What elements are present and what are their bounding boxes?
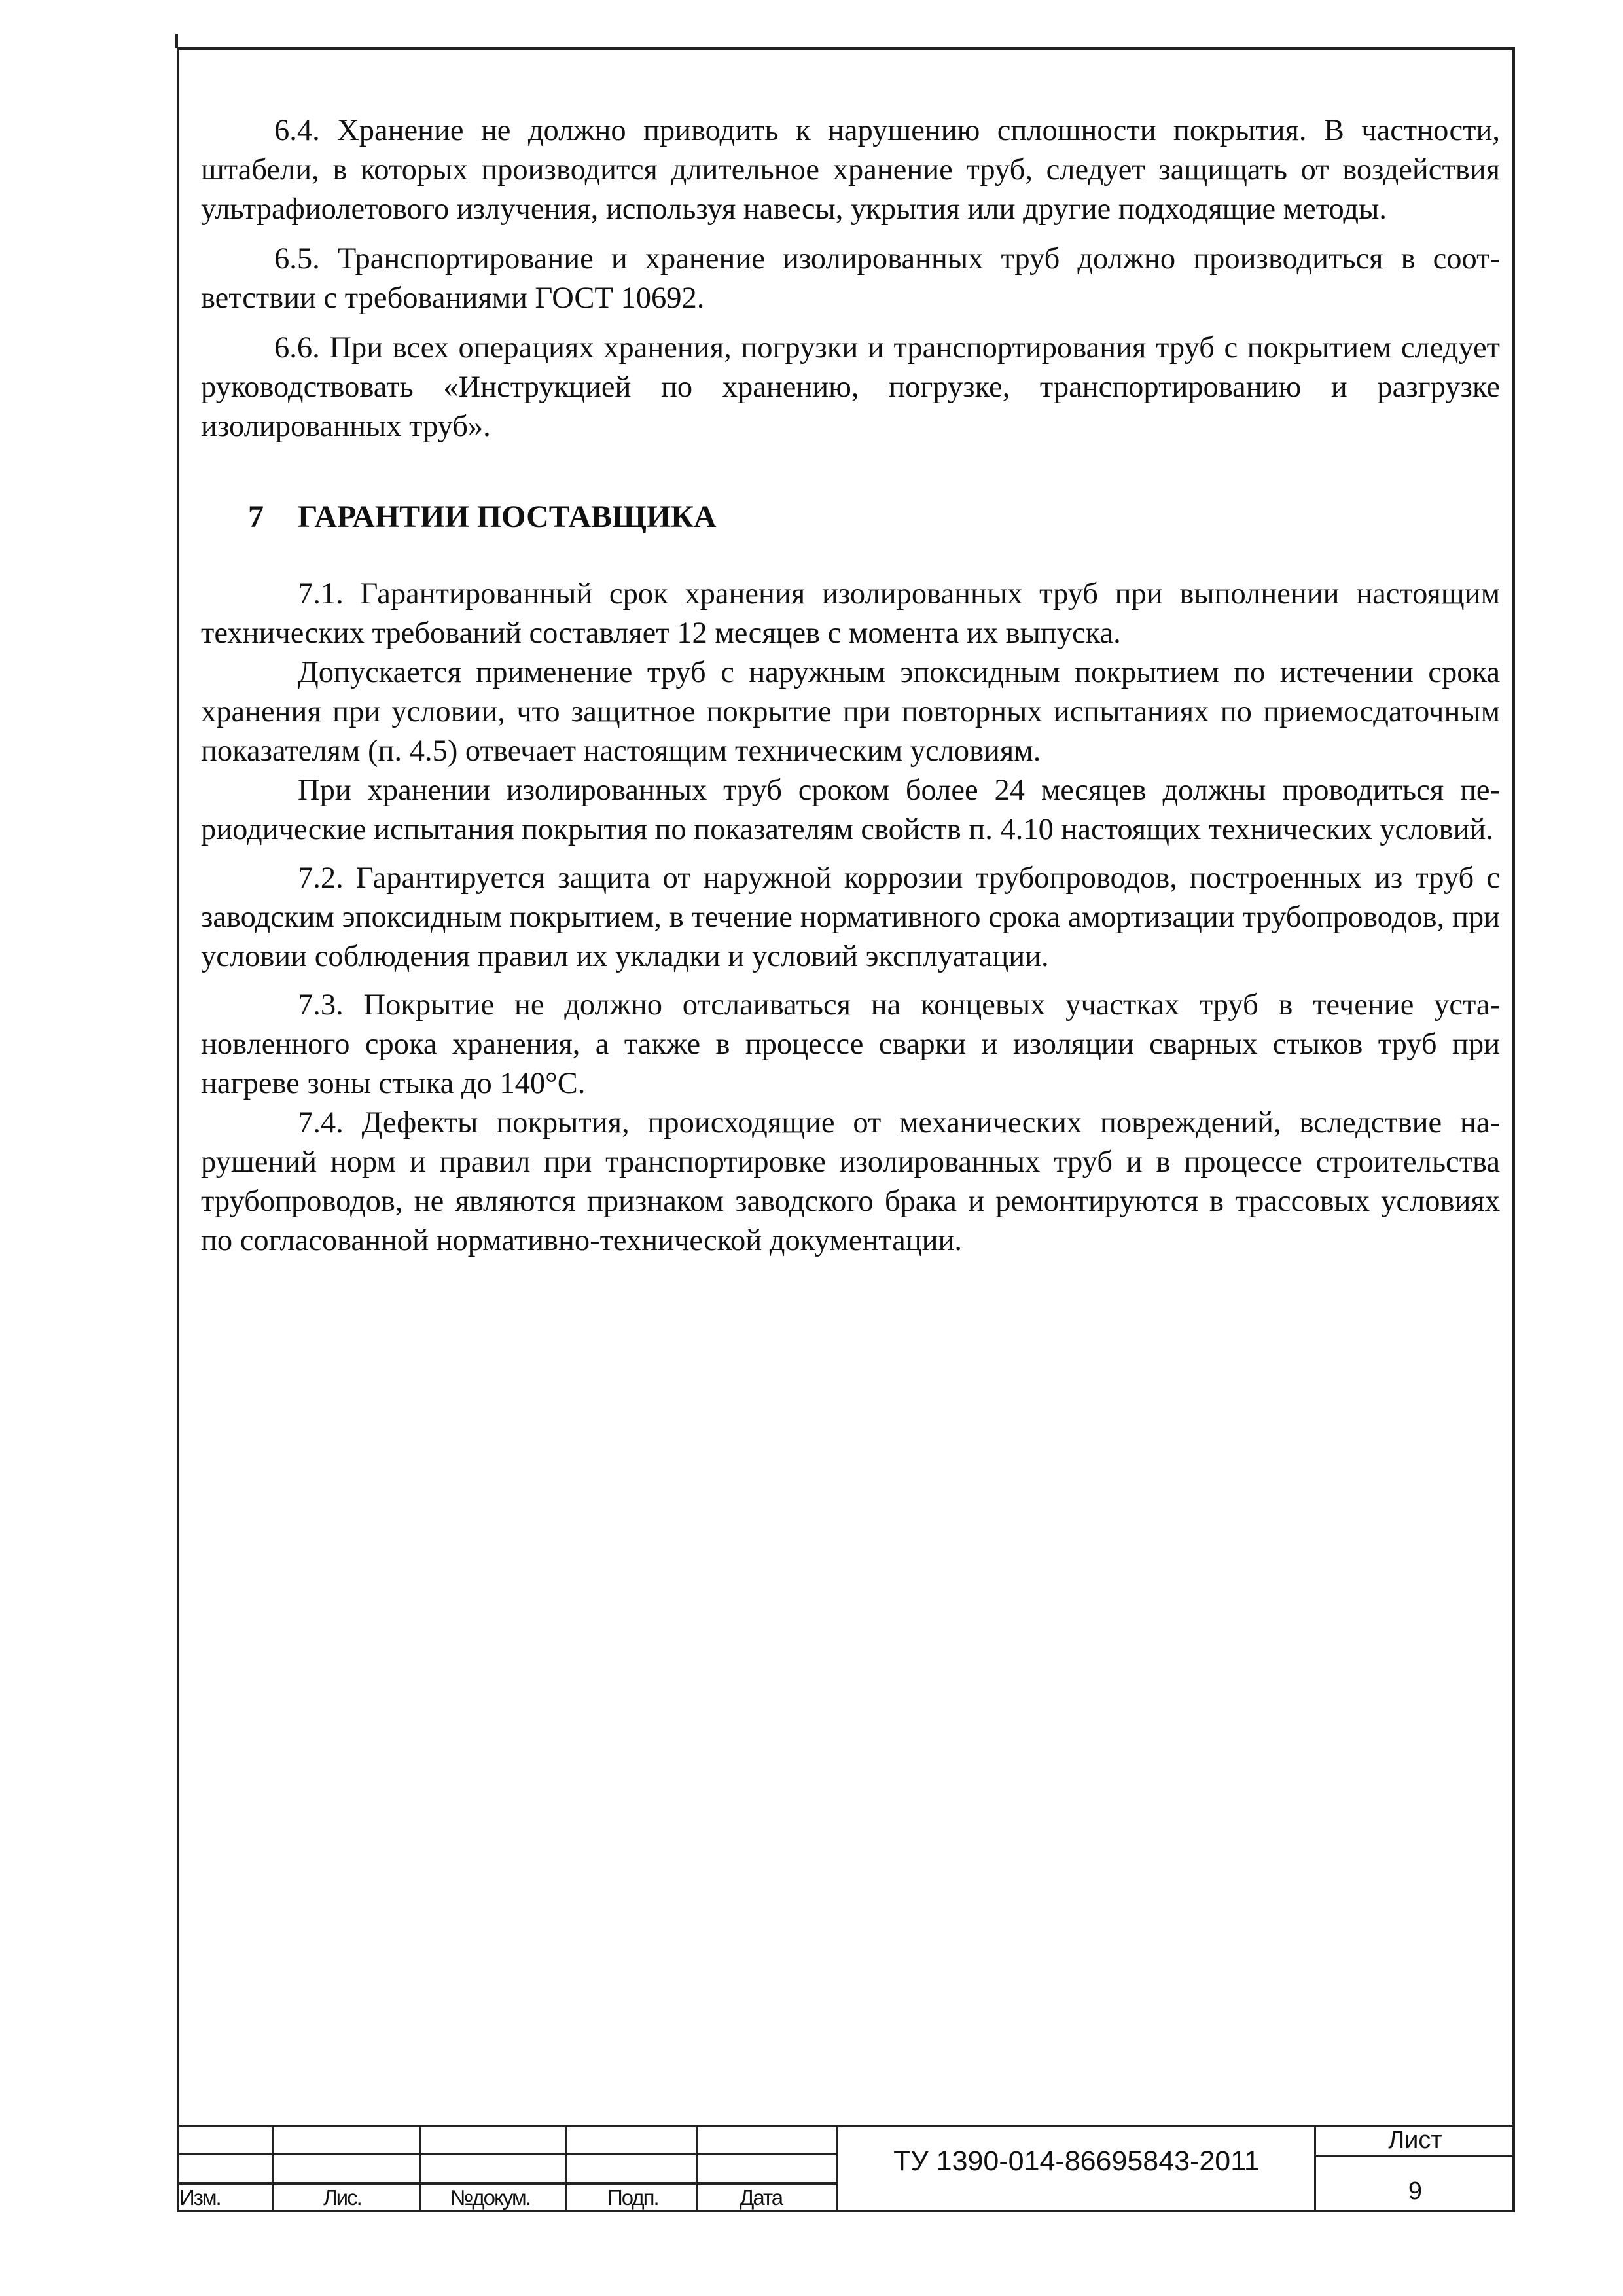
paragraph-7-1: 7.1. Гарантированный срок хранения изолированных труб при выполнении настоящим технических требований составляет 12 месяцев с момента их выпуска. bbox=[201, 577, 1500, 650]
sheet-number: 9 bbox=[1408, 2178, 1423, 2205]
paragraph-7-4: 7.4. Дефекты покрытия, происходящие от механических повреждений, вследствие нарушений норм и правил при транспортировке изолированных труб и в процессе строительства трубопроводов, не являются признаком заводского брака и ремонтируются в трассовых условиях по согласованной нормативно-технической документации. bbox=[201, 1106, 1500, 1257]
paragraph-7-2: 7.2. Гарантируется защита от наружной коррозии трубопроводов, построенных из труб с заводским эпоксидным покрытием, в течение нормативного срока амортизации трубопроводов, при условии соблюдения правил их укладки и условий эксплуатации. bbox=[201, 861, 1500, 973]
document-body bbox=[201, 111, 1500, 1261]
title-block-col-line bbox=[696, 2125, 698, 2212]
col-doc-label: №докум. bbox=[450, 2185, 530, 2210]
title-block-col-line bbox=[272, 2125, 274, 2212]
col-date-label: Дата bbox=[740, 2185, 783, 2210]
paragraph-7-1-cont-1: Допускается применение труб с наружным эпоксидным покрытием по истечении срока хранения при условии, что защитное покрытие при повторных испытаниях по приемосдаточным показателям (п. 4.5) отвечает настоящим техническим условиям. bbox=[201, 656, 1500, 768]
paragraph-7-1-cont-2: При хранении изолированных труб сроком более 24 месяцев должны проводиться периодические испытания покрытия по показателям свойств п. 4.10 настоящих технических условий. bbox=[201, 774, 1500, 846]
col-izm-label: Изм. bbox=[179, 2185, 221, 2210]
title-block-col-line bbox=[565, 2125, 567, 2212]
title-block-col-line bbox=[419, 2125, 421, 2212]
paragraph-6-4: 6.4. Хранение не должно приводить к нарушению сплошности покрытия. В частности, штабели, в которых производится длительное хранение труб, следует защищать от воздействия ультрафиолетового излучения, используя навесы, укрытия или другие подходящие методы. bbox=[201, 114, 1500, 226]
paragraph-6-5: 6.5. Транспортирование и хранение изолированных труб должно производиться в соответствии с требованиями ГОСТ 10692. bbox=[201, 242, 1500, 315]
frame-corner-tick bbox=[175, 34, 178, 48]
document-code: ТУ 1390-014-86695843-2011 bbox=[893, 2145, 1260, 2177]
paragraph-7-3: 7.3. Покрытие не должно отслаиваться на концевых участках труб в течение установленного срока хранения, а также в процессе сварки и изоляции сварных стыков труб при нагреве зоны стыка до 140°С. bbox=[201, 988, 1500, 1100]
section-title: ГАРАНТИИ ПОСТАВЩИКА bbox=[298, 499, 717, 534]
title-block bbox=[177, 2125, 1515, 2212]
section-number: 7 bbox=[248, 499, 264, 534]
sheet-label: Лист bbox=[1388, 2126, 1442, 2154]
paragraph-6-6: 6.6. При всех операциях хранения, погрузки и транспортирования труб с покрытием следует руководствовать «Инструкцией по хранению, погрузке, транспортированию и разгрузке изолированных труб». bbox=[201, 331, 1500, 443]
col-sign-label: Подп. bbox=[607, 2185, 658, 2210]
col-list-label: Лис. bbox=[323, 2185, 361, 2210]
section-heading bbox=[248, 497, 1500, 537]
title-block-row-line bbox=[177, 2153, 838, 2155]
